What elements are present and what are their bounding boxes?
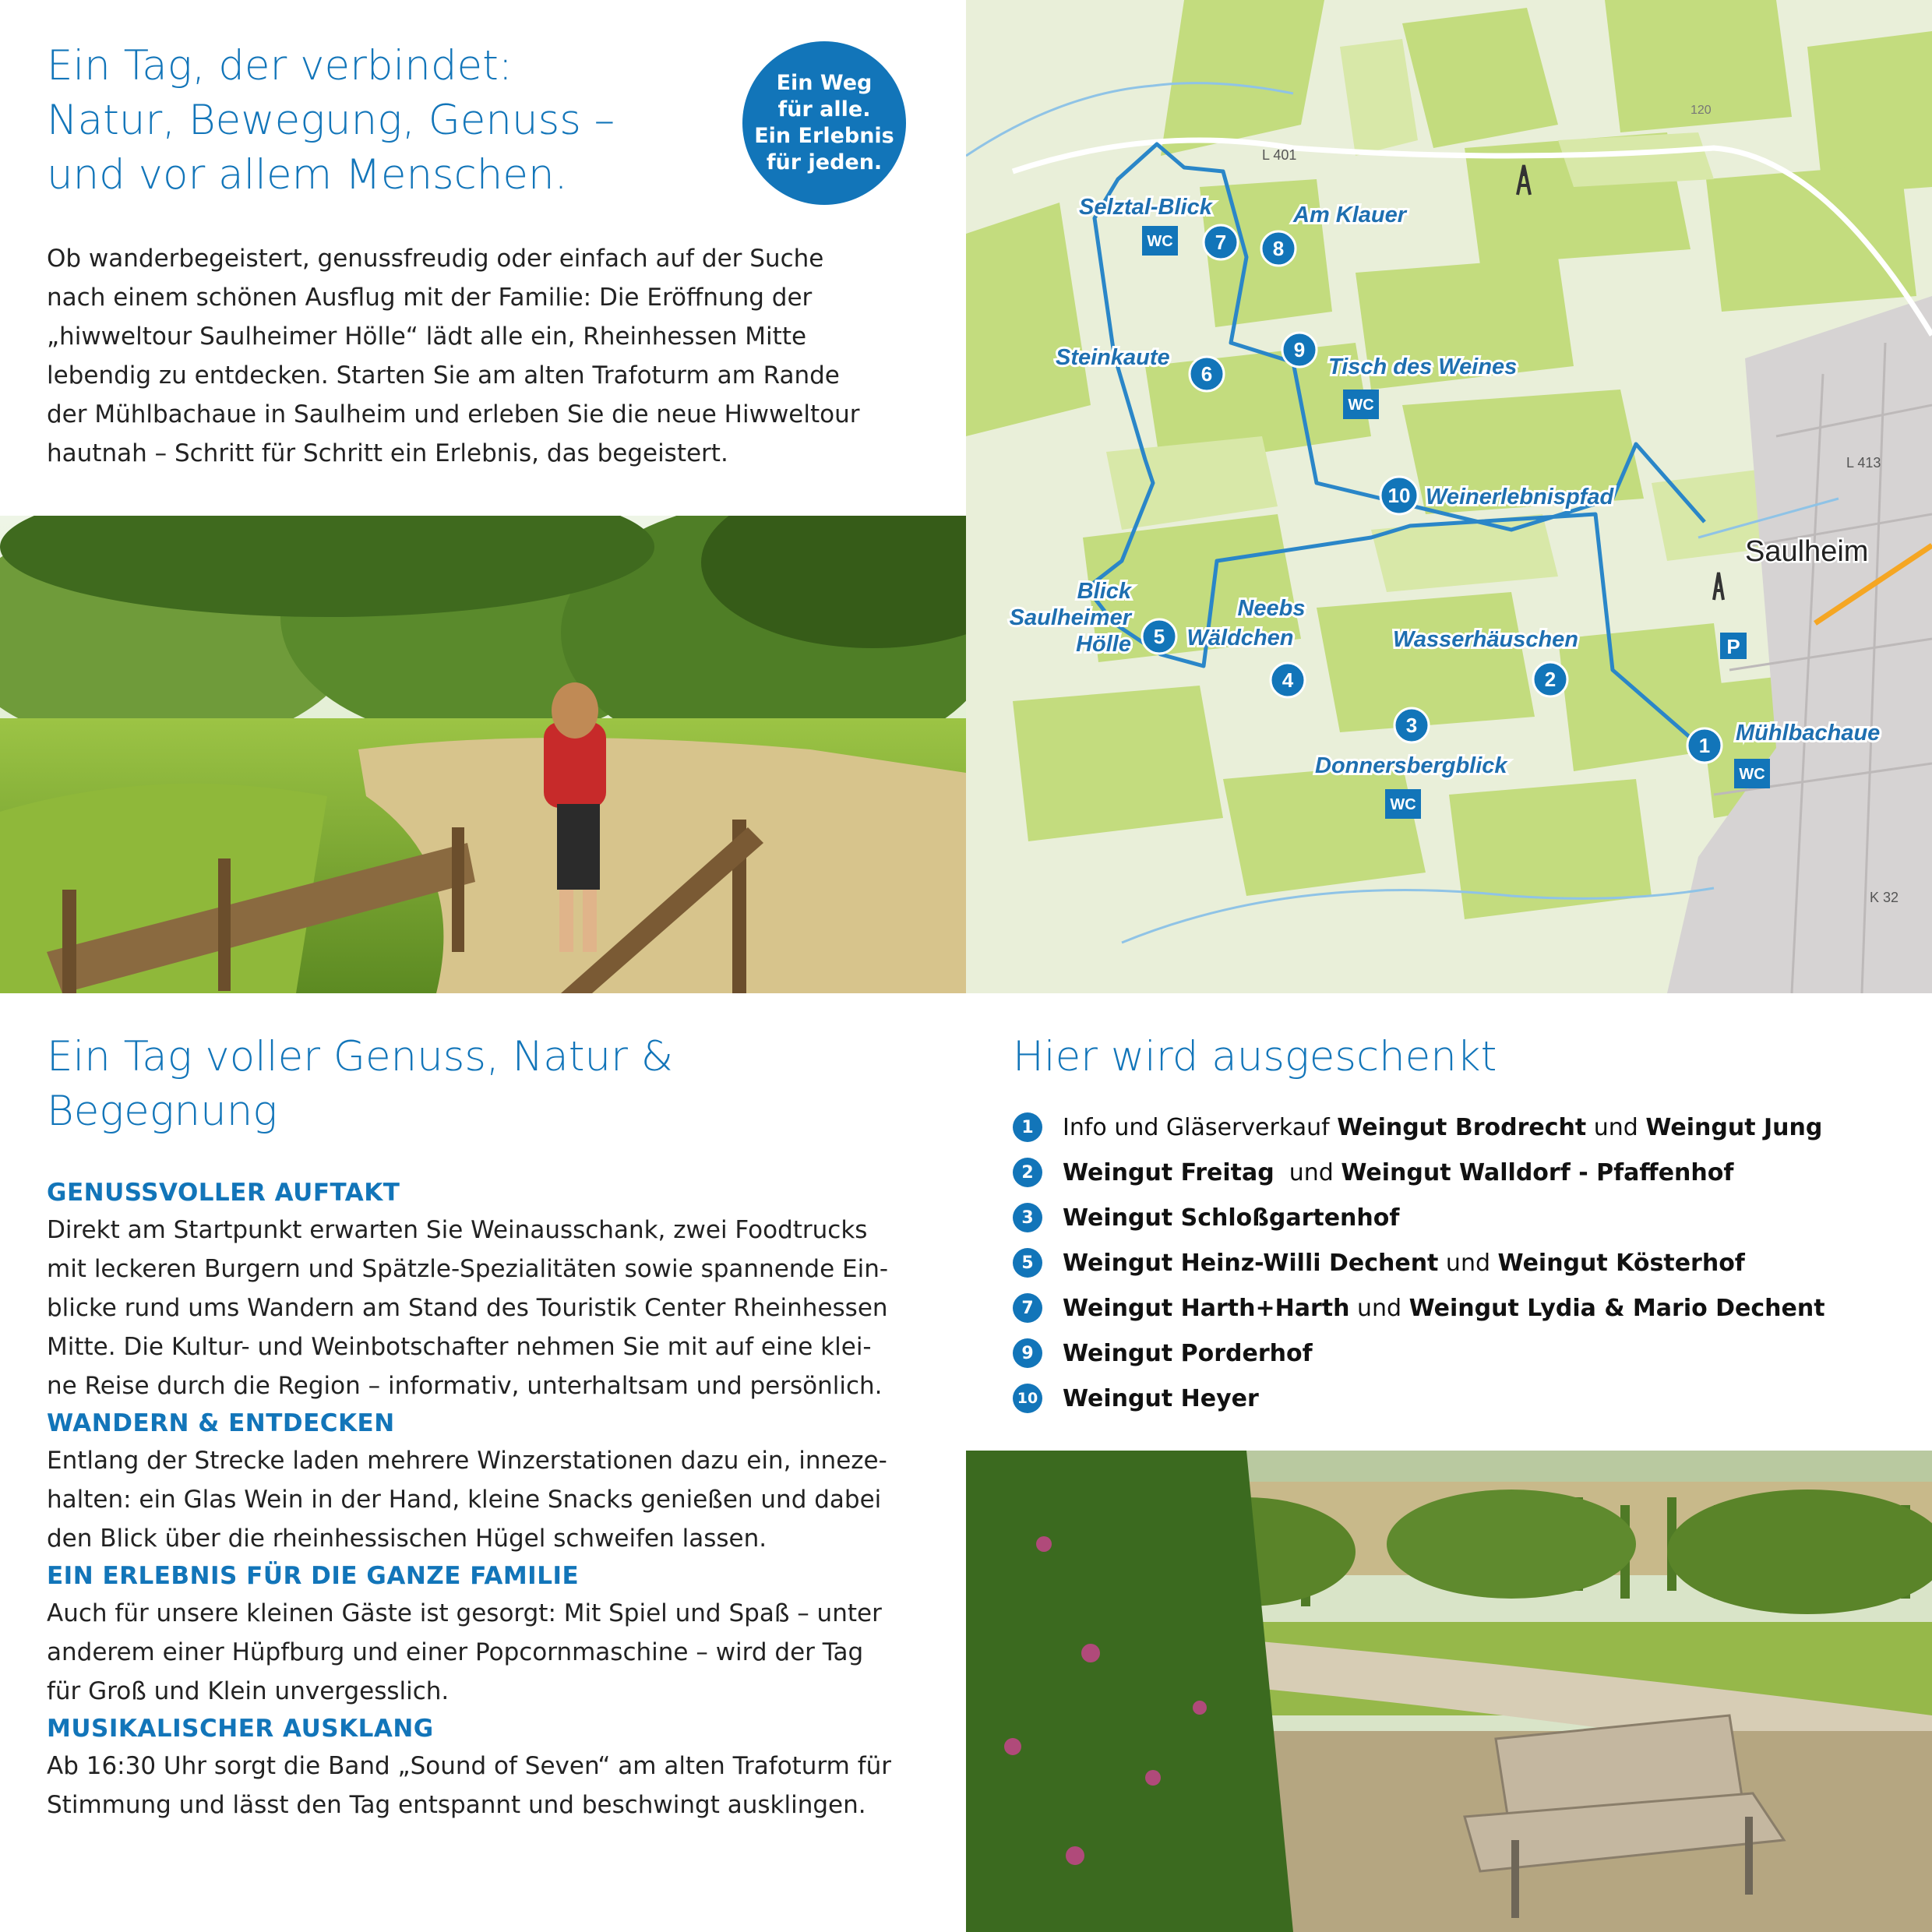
intro-paragraph: Ob wanderbegeistert, genussfreudig oder einfach auf der Suche nach einem schönen Ausflug mit der Familie: Die Eröffnung der „hiwweltour Saulheimer Hölle“ lädt alle ein, Rheinhessen Mitte lebendig zu entdecken. Starten Sie am alten Trafoturm am Rande der Mühlbachaue in Saulheim und erleben Sie die neue Hiwweltour hautnah – Schritt für Schritt ein Erlebnis, das begeistert. [47, 245, 860, 467]
station-number-badge: 1 [1013, 1112, 1042, 1142]
station-label-6: Steinkaute [1056, 345, 1170, 370]
serving-item [1013, 1105, 1916, 1150]
wc-icon [1142, 226, 1178, 256]
svg-text:6: 6 [1200, 362, 1213, 386]
program-section [47, 1175, 950, 1405]
route-map [966, 0, 1932, 993]
station-number-badge: 3 [1013, 1203, 1042, 1232]
svg-text:9: 9 [1293, 338, 1306, 361]
section-body: Direkt am Startpunkt erwarten Sie Weinausschank, zwei Foodtrucks mit leckeren Burgern und Spätzle-Spezialitäten sowie spannende Ein- blicke rund ums Wandern am Stand des Touristik Center Rheinhessen Mitte. Die Kultur- und Weinbotschafter nehmen Sie mit auf eine klei- ne Reise durch die Region – informativ, unterhaltsam und persönlich. [47, 1216, 889, 1400]
wc-icon [1734, 759, 1770, 788]
station-pin-3 [1394, 708, 1429, 742]
station-label-4-line2: Wäldchen [1186, 626, 1294, 650]
station-pin-10 [1380, 477, 1418, 514]
wc-icon [1385, 789, 1421, 819]
section-body: Entlang der Strecke laden mehrere Winzerstationen dazu ein, inneze- halten: ein Glas Wein in der Hand, kleine Snacks genießen und dabei den Blick über die rheinhessischen Hügel schweifen lassen. [47, 1447, 887, 1553]
station-label-9: Tisch des Weines [1328, 354, 1518, 379]
station-label-2: Wasserhäuschen [1393, 627, 1579, 652]
station-pin-5 [1142, 619, 1176, 654]
svg-text:1: 1 [1698, 734, 1711, 757]
svg-text:2: 2 [1544, 668, 1557, 691]
svg-text:P: P [1726, 635, 1740, 658]
vineyard-photo [966, 1451, 1932, 1932]
station-pin-8 [1261, 231, 1296, 266]
serving-item-text: Weingut Heinz-Willi Dechent und Weingut Kösterhof [1063, 1249, 1745, 1277]
section-title: EIN ERLEBNIS FÜR DIE GANZE FAMILIE [47, 1562, 580, 1590]
serving-item [1013, 1240, 1916, 1285]
road-label-l413: L 413 [1846, 455, 1881, 471]
station-label-8: Am Klauer [1293, 203, 1407, 227]
road-label-l401: L 401 [1262, 147, 1297, 163]
serving-item-text: Weingut Heyer [1063, 1384, 1259, 1412]
serving-heading: Hier wird ausgeschenkt [1013, 1033, 1497, 1081]
serving-item [1013, 1331, 1916, 1376]
serving-item [1013, 1376, 1916, 1421]
svg-text:4: 4 [1282, 668, 1294, 692]
hiker-photo [0, 516, 966, 993]
section-title: WANDERN & ENTDECKEN [47, 1409, 395, 1437]
station-number-badge: 7 [1013, 1293, 1042, 1323]
section-body: Ab 16:30 Uhr sorgt die Band „Sound of Seven“ am alten Trafoturm für Stimmung und lässt den Tag entspannt und beschwingt ausklingen. [47, 1752, 892, 1819]
station-label-3: Donnersbergblick [1315, 753, 1507, 778]
station-label-5-line2: Saulheimer [1009, 605, 1131, 630]
svg-text:5: 5 [1153, 625, 1165, 648]
map-town-label: Saulheim [1745, 535, 1869, 568]
svg-text:WC: WC [1348, 397, 1374, 414]
serving-item-text: Weingut Porderhof [1063, 1339, 1313, 1367]
program-sections [47, 1175, 950, 1824]
station-label-1: Mühlbachaue [1736, 721, 1881, 746]
svg-text:10: 10 [1387, 484, 1411, 507]
section-body: Auch für unsere kleinen Gäste ist gesorgt: Mit Spiel und Spaß – unter anderem einer Hüpfburg und einer Popcornmaschine – wird der Tag für Groß und Klein unvergesslich. [47, 1599, 882, 1705]
station-number-badge: 2 [1013, 1158, 1042, 1187]
station-pin-7 [1204, 225, 1238, 259]
program-heading: Ein Tag voller Genuss, Natur & Begegnung [47, 1033, 674, 1135]
program-section [47, 1405, 950, 1558]
vineyard-photo-illustration [966, 1451, 1932, 1932]
wc-icon [1343, 390, 1379, 419]
serving-item-text: Weingut Freitag und Weingut Walldorf - Pfaffenhof [1063, 1158, 1734, 1186]
station-label-4-line1: Neebs [1237, 596, 1306, 621]
station-number-badge: 10 [1013, 1384, 1042, 1413]
elevation-label: 120 [1690, 104, 1712, 117]
station-number-badge: 9 [1013, 1338, 1042, 1368]
svg-text:3: 3 [1405, 714, 1418, 737]
serving-item [1013, 1285, 1916, 1331]
parking-icon [1720, 633, 1747, 659]
station-label-5-line1: Blick [1077, 579, 1131, 604]
station-number-badge: 5 [1013, 1248, 1042, 1278]
program-section [47, 1558, 950, 1711]
section-title: GENUSSVOLLER AUFTAKT [47, 1179, 400, 1207]
intro-heading: Ein Tag, der verbindet: Natur, Bewegung, Genuss – und vor allem Menschen. [47, 42, 615, 199]
badge-circle: Ein Weg für alle. Ein Erlebnis für jeden. [742, 41, 906, 205]
road-label-k32: K 32 [1870, 890, 1899, 905]
serving-item-text: Weingut Harth+Harth und Weingut Lydia & Mario Dechent [1063, 1294, 1825, 1322]
serving-item-text: Info und Gläserverkauf Weingut Brodrecht und Weingut Jung [1063, 1113, 1823, 1141]
svg-text:WC: WC [1147, 233, 1173, 250]
svg-text:WC: WC [1390, 796, 1416, 813]
serving-list [1013, 1105, 1916, 1421]
svg-text:8: 8 [1272, 237, 1285, 260]
station-label-5-line3: Hölle [1076, 632, 1131, 657]
svg-text:7: 7 [1215, 231, 1227, 254]
serving-item [1013, 1195, 1916, 1240]
serving-item-text: Weingut Schloßgartenhof [1063, 1204, 1400, 1232]
station-pin-2 [1533, 662, 1567, 696]
station-label-10: Weinerlebnispfad [1426, 485, 1614, 509]
section-title: MUSIKALISCHER AUSKLANG [47, 1715, 434, 1743]
program-section [47, 1711, 950, 1824]
svg-text:WC: WC [1739, 766, 1765, 783]
station-label-7: Selztal-Blick [1079, 195, 1212, 220]
station-pin-6 [1190, 357, 1224, 391]
route-map-svg [966, 0, 1932, 993]
serving-item [1013, 1150, 1916, 1195]
hiker-photo-illustration [0, 516, 966, 993]
station-pin-9 [1282, 333, 1317, 367]
station-pin-4 [1271, 663, 1305, 697]
station-pin-1 [1687, 728, 1722, 763]
